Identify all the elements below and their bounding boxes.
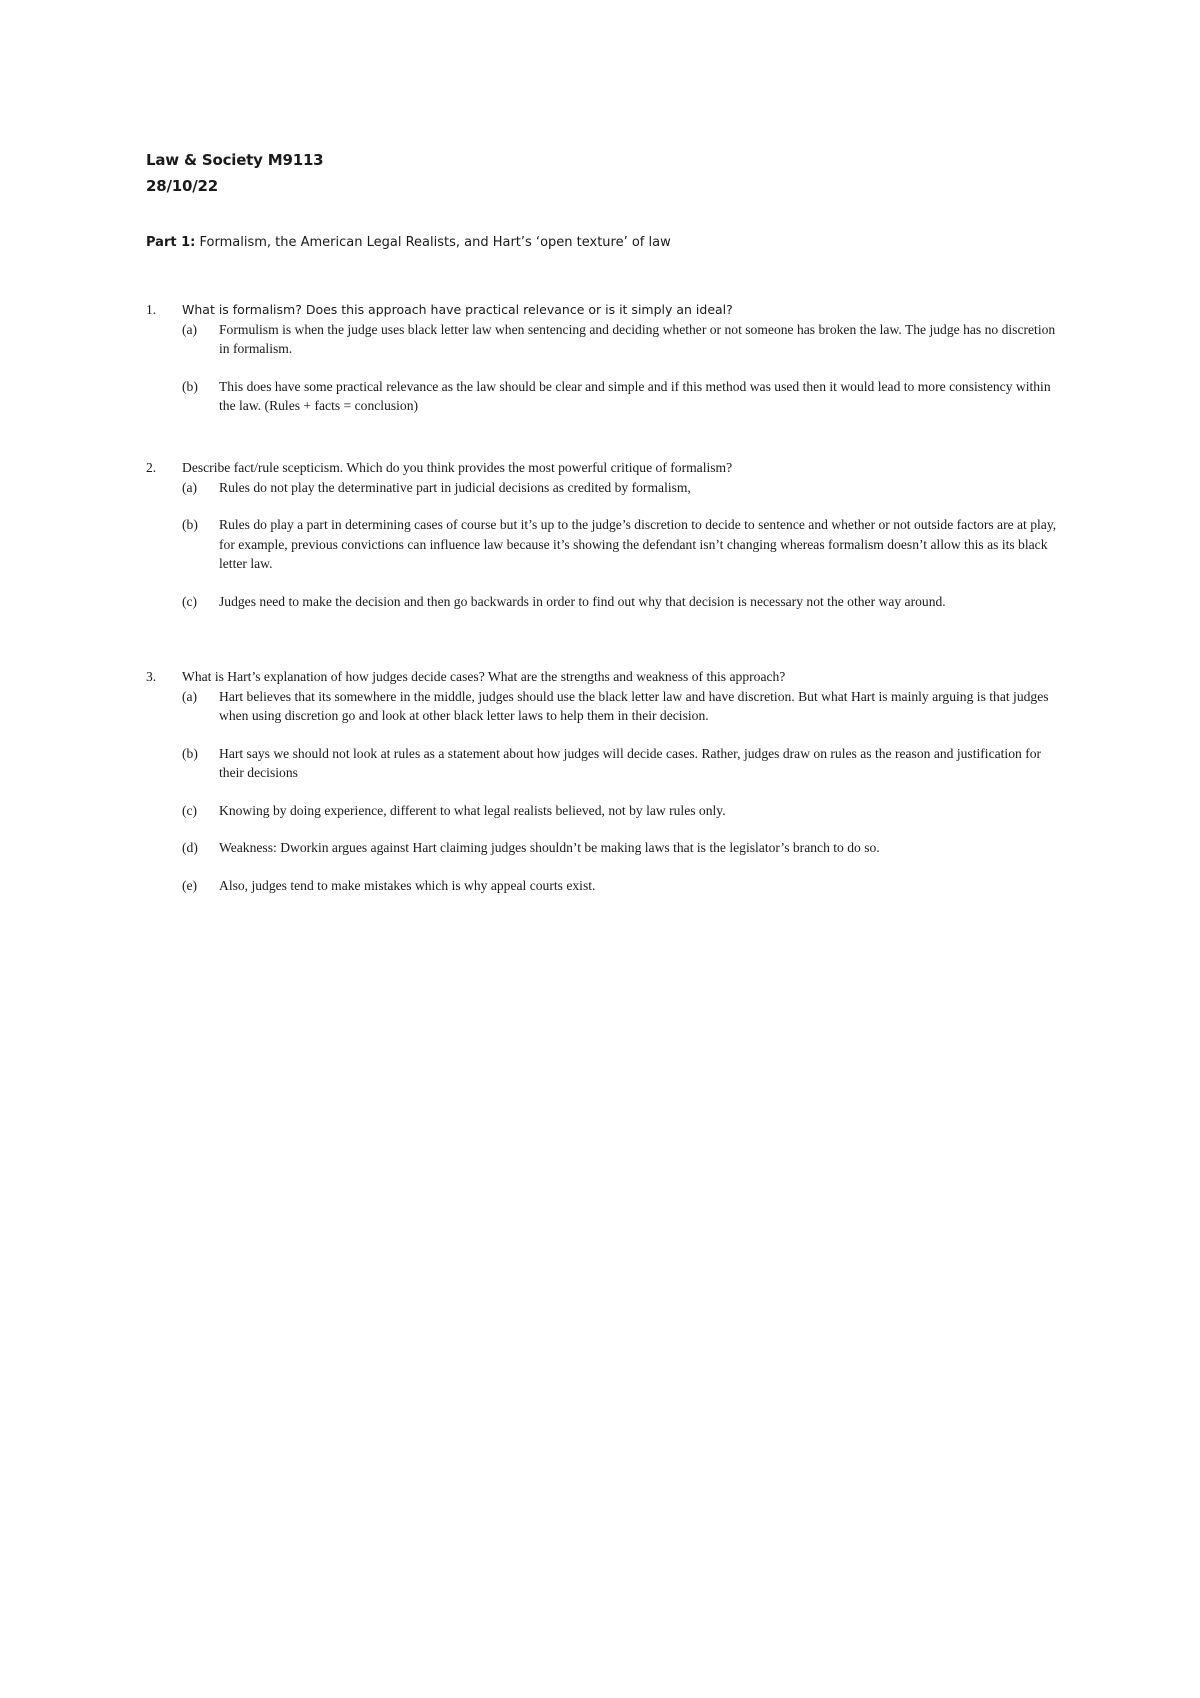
document-date: 28/10/22 [146, 177, 218, 195]
question-heading [146, 300, 1066, 320]
answer-text: Hart believes that its somewhere in the middle, judges should use the black letter law and have discretion. But what Hart is mainly arguing is that judges when using discretion go and look at other black letter laws to help them in their decision. [219, 688, 1049, 723]
answer-label: (b) [182, 745, 198, 761]
part-heading [146, 234, 671, 252]
answer-label: (b) [182, 517, 198, 532]
course-title: Law & Society M9113 [146, 151, 324, 169]
question-text: What is formalism? Does this approach have practical relevance or is it simply an ideal? [182, 302, 733, 317]
answer-text: This does have some practical relevance as the law should be clear and simple and if this method was used then it would lead to more consistency within the law. (Rules + facts = conclusion) [219, 378, 1051, 413]
part-label: Part 1: [146, 235, 196, 250]
question-number: 1. [146, 302, 157, 317]
answer-label: (a) [182, 688, 198, 704]
answer-text: Rules do play a part in determining cases of course but it’s up to the judge’s discretion to decide to sentence and whether or not outside factors are at play, for example, previous convictions can influence law because it’s showing the defendant isn’t changing whereas formalism doesn’t allow this as its black letter law. [219, 517, 1057, 571]
answer-item [182, 515, 1066, 574]
answer-label: (a) [182, 321, 198, 337]
question-number: 3. [146, 669, 157, 684]
answer-text: Rules do not play the determinative part in judicial decisions as credited by formalism, [219, 479, 691, 495]
question-1 [146, 300, 1066, 416]
answer-item [182, 592, 1066, 612]
answer-label: (b) [182, 378, 198, 394]
question-number: 2. [146, 460, 157, 475]
question-heading [146, 667, 1066, 687]
question-text: What is Hart’s explanation of how judges decide cases? What are the strengths and weakness of this approach? [182, 669, 786, 684]
answer-text: Formulism is when the judge uses black letter law when sentencing and deciding whether or not someone has broken the law. The judge has no discretion in formalism. [219, 321, 1056, 356]
answer-item [182, 801, 1066, 821]
question-heading [146, 458, 1066, 478]
answer-item [182, 687, 1066, 726]
question-2 [146, 458, 1066, 611]
answer-text: Knowing by doing experience, different to what legal realists believed, not by law rules only. [219, 802, 726, 818]
answer-label: (c) [182, 802, 198, 818]
answer-item [182, 838, 1066, 858]
question-text: Describe fact/rule scepticism. Which do you think provides the most powerful critique of formalism? [182, 460, 733, 475]
answer-item [182, 377, 1066, 416]
answer-text: Judges need to make the decision and then go backwards in order to find out why that decision is necessary not the other way around. [219, 593, 946, 609]
answer-label: (a) [182, 479, 198, 495]
document-header [146, 147, 323, 199]
answer-label: (c) [182, 593, 198, 609]
question-3 [146, 667, 1066, 895]
answer-item [182, 478, 1066, 498]
answer-text: Also, judges tend to make mistakes which is why appeal courts exist. [219, 877, 596, 893]
part-title-text: Formalism, the American Legal Realists, and Hart’s ‘open texture’ of law [199, 235, 671, 250]
answer-item [182, 744, 1066, 783]
answer-text: Weakness: Dworkin argues against Hart claiming judges shouldn’t be making laws that is the legislator’s branch to do so. [219, 840, 880, 855]
answer-label: (d) [182, 840, 198, 855]
answer-text: Hart says we should not look at rules as a statement about how judges will decide cases. Rather, judges draw on rules as the reason and justification for their decisions [219, 745, 1042, 780]
answer-item [182, 320, 1066, 359]
answer-item [182, 876, 1066, 896]
answer-label: (e) [182, 877, 198, 893]
